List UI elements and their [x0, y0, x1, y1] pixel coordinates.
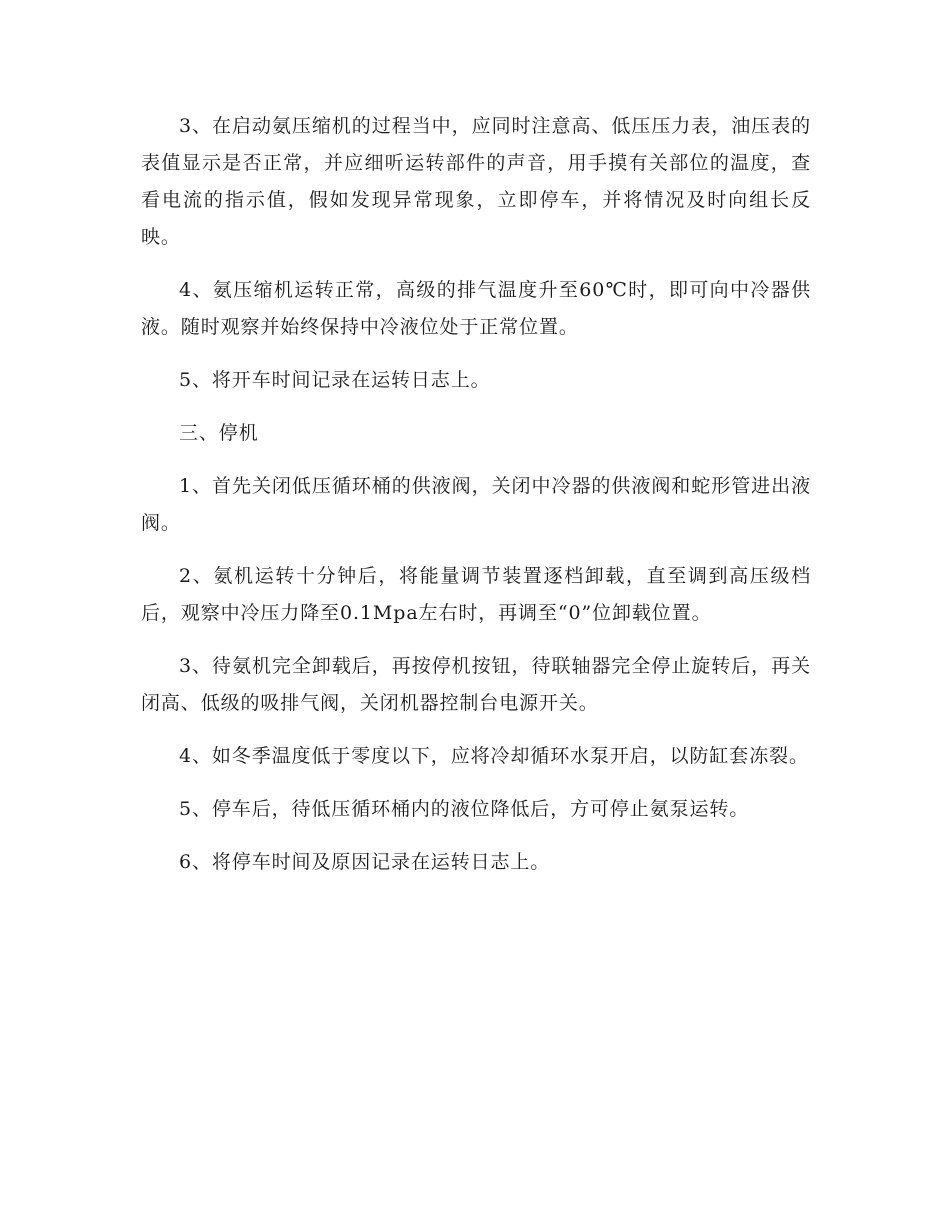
paragraph-stop-step-5: 5、停车后，待低压循环桶内的液位降低后，方可停止氨泵运转。 — [179, 798, 750, 820]
paragraph-start-step-5: 5、将开车时间记录在运转日志上。 — [179, 369, 491, 391]
paragraph-stop-step-1: 1、首先关闭低压循环桶的供液阀，关闭中冷器的供液阀和蛇形管进出液阀。 — [141, 475, 811, 534]
section-heading-shutdown: 三、停机 — [179, 422, 259, 444]
paragraph-stop-step-6: 6、将停车时间及原因记录在运转日志上。 — [179, 851, 551, 873]
paragraph-stop-step-3: 3、待氨机完全卸载后，再按停机按钮，待联轴器完全停止旋转后，再关闭高、低级的吸排气阀，关闭机器控制台电源开关。 — [141, 655, 811, 714]
document-body — [141, 108, 811, 897]
paragraph-start-step-3: 3、在启动氨压缩机的过程当中，应同时注意高、低压压力表，油压表的表值显示是否正常，并应细听运转部件的声音，用手摸有关部位的温度，查看电流的指示值，假如发现异常现象，立即停车，并将情况及时向组长反映。 — [141, 115, 811, 248]
paragraph-start-step-4: 4、氨压缩机运转正常，高级的排气温度升至60℃时，即可向中冷器供液。随时观察并始终保持中冷液位处于正常位置。 — [141, 279, 811, 338]
paragraph-stop-step-4: 4、如冬季温度低于零度以下，应将冷却循环水泵开启，以防缸套冻裂。 — [179, 745, 809, 767]
paragraph-stop-step-2: 2、氨机运转十分钟后，将能量调节装置逐档卸载，直至调到高压级档后，观察中冷压力降至0.1Mpa左右时，再调至“0”位卸载位置。 — [141, 565, 811, 624]
